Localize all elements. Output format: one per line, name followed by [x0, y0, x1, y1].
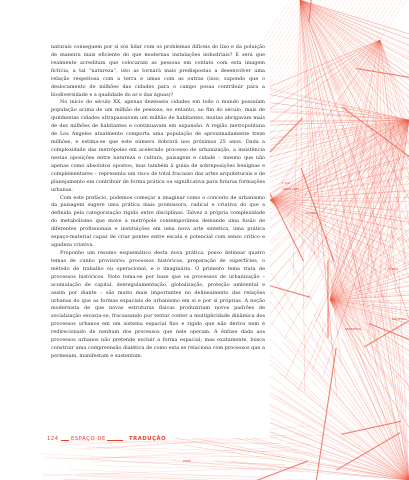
magazine-name: ESPAÇO DE [71, 436, 106, 442]
map-label-1: 1:100 [282, 182, 290, 185]
map-label-5: RESIDENTIAL [345, 328, 362, 331]
page-footer [47, 436, 277, 446]
paragraph-2: No início do século XX, apenas dezesseis cidades em todo o mundo possuíam população acima de um milhão de pessoas; no entanto, ao fim do século, mais de quinhentas cidades ultrapassavam um milhão de habitantes, muitas abrigavam mais de dez milhões de habitantes e continuavam em expansão. A região metropolitana de Los Angeles atualmente comporta uma população de aproximadamente treze milhões, e estima-se que este número dobrará nos próximos 25 anos. Dada a complexidade das metrópoles em acelerado processo de urbanização, a insistência nestas oposições entre natureza e cultura, paisagem e cidade – mesmo que não apenas como absolutos opostos, mas também à guisa de sobreposições benignas e complementares – representa um risco de total fracasso das artes arquiteturais e de planejamento em contribuir de forma prática ou significativa para futuras formações urbanas. [51, 99, 265, 193]
page-number: 124 [47, 436, 59, 442]
map-label-3: HIGHWAY [306, 212, 319, 215]
map-label-7: RIVER [183, 460, 191, 463]
footer-divider-2 [107, 440, 123, 441]
map-label-4: ZONE B [388, 268, 399, 271]
footer-divider [61, 440, 69, 441]
paragraph-1: naturais conseguem por si sós lidar com os problemas difíceis do lixo e da poluição de maneira mais eficiente do que modernas instalações industriais? E será que realmente acreditam que colocaram as pessoas em contato com esta imagem fictícia, a tal “natureza”, isto as tornará mais predispostas a desenvolver uma relação respeitosa com a terra e umas com as outras (isso, supondo que o deslocamento de milhões das cidades para o campo possa contribuir para a biodiversidade e a qualidade do ar e das águas)? [51, 44, 265, 98]
paragraph-3: Com este prefácio, podemos começar a imaginar como o conceito de urbanismo da paisagem sugere uma prática mais promissora, radical e criativa do que a definida pela categorização rígida entre disciplinas. Talvez a própria complexidade do metabolismo que move a metrópole contemporânea demande uma fusão de diferentes profissionais e instituições em uma nova arte sintética, uma prática espaço-material capaz de criar pontes entre escala e potencial com senso crítico e agudeza criativa. [51, 194, 265, 249]
map-label-6: INDUSTRIAL [392, 318, 408, 321]
map-label-2: URBAN AREA [282, 188, 300, 191]
paragraph-4: Proponho um resumo esquemático desta nova prática, posso delinear quatro temas de cunho provisório: processos históricos, preparação de superfícies, o método de trabalho ou operacional, e o imaginário. O primeiro tema trata de processos históricos. Note toma-se por base que os processos de urbanização – acumulação de capital, desregulamentação, globalização, proteção ambiental e assim por diante – são muito mais importantes no delineamento das relações urbanas do que as formas espaciais de urbanismo em si e por si próprias. A noção modernista de que novas estruturas físicas produziriam novos padrões de socialização esvaziu-se, fracassando por tentar conter a multiplicidade dinâmica dos processos urbanos em um sistema espacial fixo e rígido que não deriva nem é redirecionado de nenhum dos processos que nele operam. A ênfase dada aos processos urbanos não pretende excluir a forma espacial; mas exatamente, busca construir uma compreensão dialética de como esta se relaciona com processos que a permeiam, manifestam e sustentam. [51, 249, 265, 359]
article-body [51, 44, 265, 361]
section-name: TRADUÇÃO [129, 436, 167, 442]
